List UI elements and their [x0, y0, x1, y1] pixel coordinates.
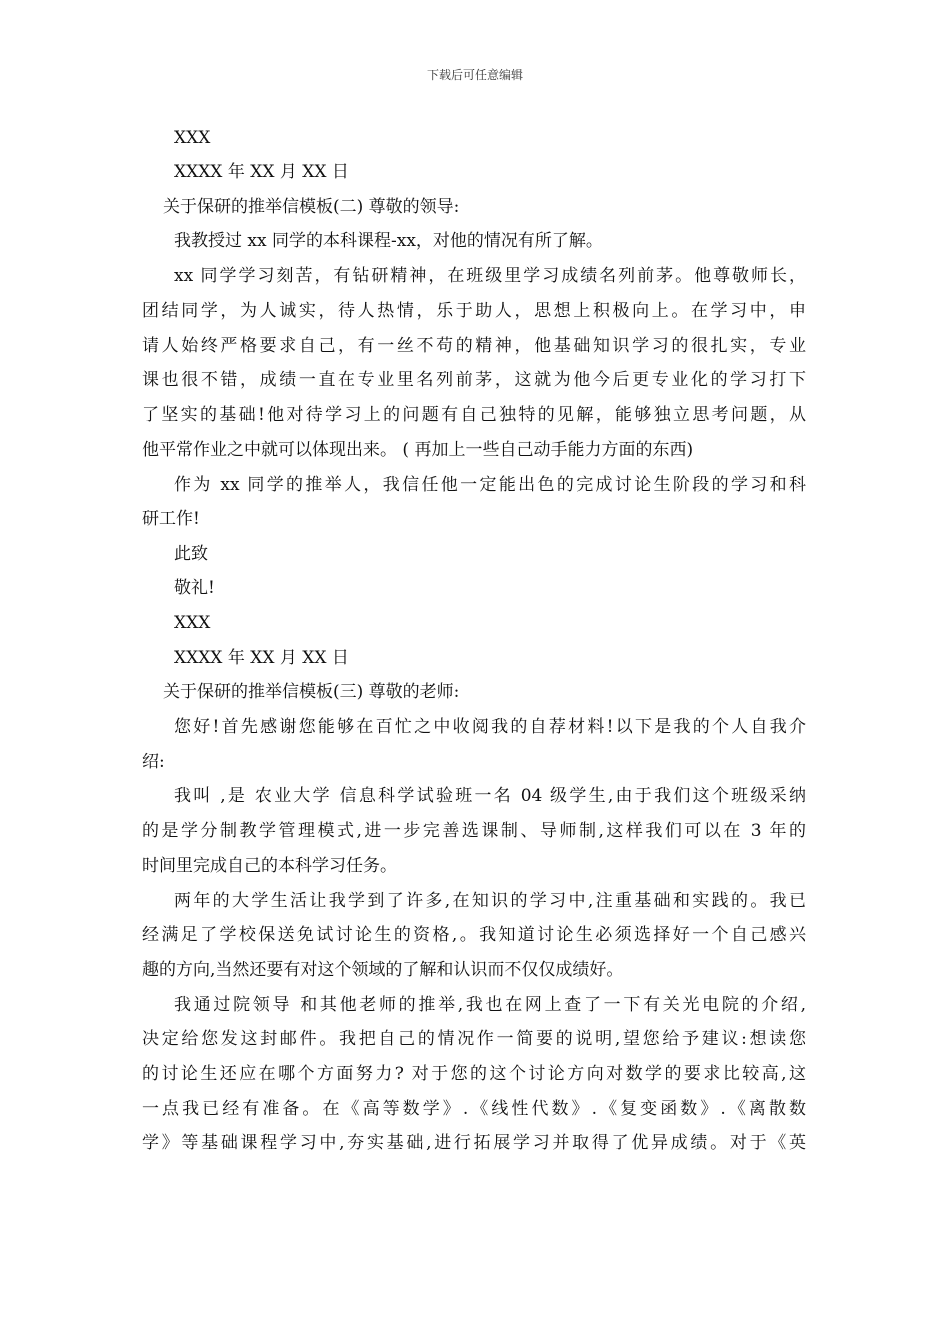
paragraph-line: 了坚实的基础!他对待学习上的问题有自己独特的见解，能够独立思考问题，从 — [142, 405, 806, 425]
signature-name: XXX — [174, 128, 211, 148]
paragraph-line: 一点我已经有准备。在《高等数学》.《线性代数》.《复变函数》.《离散数 — [142, 1099, 806, 1119]
paragraph-line: 决定给您发这封邮件。我把自己的情况作一简要的说明,望您给予建议:想读您 — [142, 1029, 806, 1049]
paragraph-line: 我教授过 xx 同学的本科课程-xx，对他的情况有所了解。 — [174, 231, 603, 251]
signature-date: XXXX 年 XX 月 XX 日 — [174, 648, 349, 668]
paragraph-line: xx 同学学习刻苦，有钻研精神，在班级里学习成绩名列前茅。他尊敬师长， — [174, 266, 806, 286]
paragraph-line: 您好!首先感谢您能够在百忙之中收阅我的自荐材料!以下是我的个人自我介 — [174, 717, 806, 737]
closing-line: 此致 — [174, 544, 208, 564]
paragraph-line: 课也很不错，成绩一直在专业里名列前茅，这就为他今后更专业化的学习打下 — [142, 370, 806, 390]
paragraph-line: 请人始终严格要求自己，有一丝不苟的精神，他基础知识学习的很扎实，专业 — [142, 336, 806, 356]
signature-date: XXXX 年 XX 月 XX 日 — [174, 162, 349, 182]
paragraph-line: 经满足了学校保送免试讨论生的资格,。我知道讨论生必须选择好一个自己感兴 — [142, 925, 806, 945]
paragraph-line: 的是学分制教学管理模式,进一步完善选课制、导师制,这样我们可以在 3 年的 — [142, 821, 806, 841]
paragraph-line: 研工作! — [142, 509, 200, 529]
paragraph-line: 我叫 ,是 农业大学 信息科学试验班一名 04 级学生,由于我们这个班级采纳 — [174, 786, 806, 806]
paragraph-line: 作为 xx 同学的推举人，我信任他一定能出色的完成讨论生阶段的学习和科 — [174, 475, 806, 495]
closing-line: 敬礼! — [174, 578, 215, 598]
paragraph-line: 两年的大学生活让我学到了许多,在知识的学习中,注重基础和实践的。我已 — [174, 891, 806, 911]
paragraph-line: 学》等基础课程学习中,夯实基础,进行拓展学习并取得了优异成绩。对于《英 — [142, 1133, 806, 1153]
paragraph-line: 绍: — [142, 752, 165, 772]
paragraph-line: 我通过院领导 和其他老师的推举,我也在网上查了一下有关光电院的介绍, — [174, 995, 806, 1015]
paragraph-line: 趣的方向,当然还要有对这个领域的了解和认识而不仅仅成绩好。 — [142, 960, 624, 980]
signature-name: XXX — [174, 613, 211, 633]
paragraph-line: 的讨论生还应在哪个方面努力? 对于您的这个讨论方向对数学的要求比较高,这 — [142, 1064, 806, 1084]
page-header: 下载后可任意编辑 — [426, 68, 523, 82]
paragraph-line: 他平常作业之中就可以体现出来。 ( 再加上一些自己动手能力方面的东西) — [142, 440, 694, 460]
paragraph-line: 团结同学，为人诚实，待人热情，乐于助人，思想上积极向上。在学习中，申 — [142, 301, 806, 321]
section-heading-3: 关于保研的推举信模板(三) 尊敬的老师: — [163, 682, 460, 702]
section-heading-2: 关于保研的推举信模板(二) 尊敬的领导: — [163, 197, 460, 217]
paragraph-line: 时间里完成自己的本科学习任务。 — [142, 856, 397, 876]
